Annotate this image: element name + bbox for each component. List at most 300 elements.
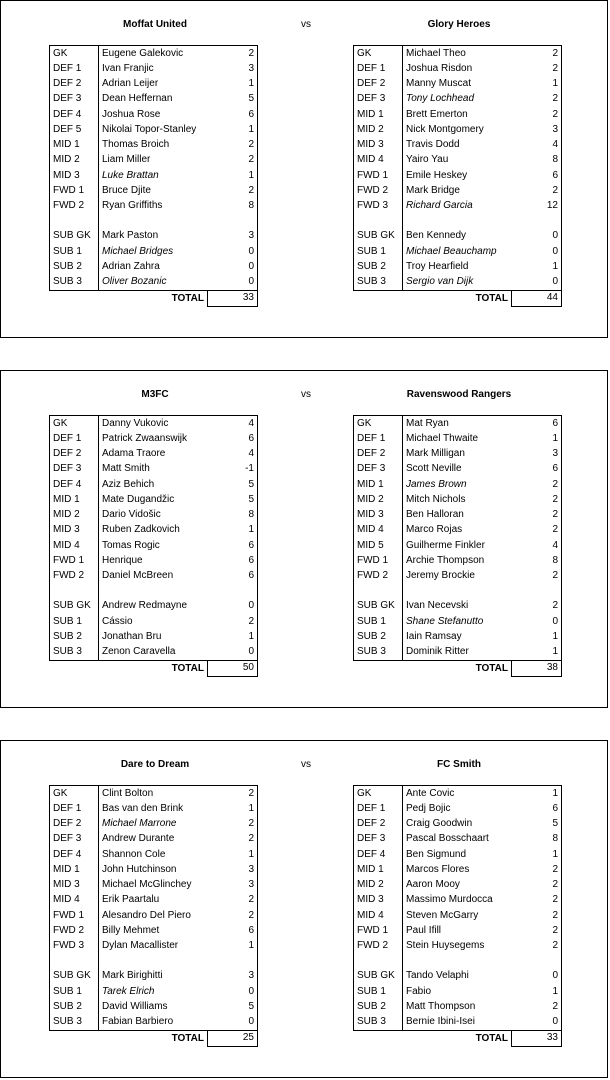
player-name-cell: Henrique (102, 554, 143, 566)
player-name-cell: Shane Stefanutto (406, 615, 484, 627)
player-name-cell: Ben Halloran (406, 509, 464, 521)
position-cell: MID 2 (354, 878, 403, 893)
points-cell: 0 (512, 244, 562, 259)
points-cell: 2 (208, 786, 258, 802)
position-cell: DEF 2 (354, 77, 403, 92)
spacer-cell (99, 954, 208, 969)
points-cell: 3 (208, 862, 258, 877)
points-cell: -1 (208, 462, 258, 477)
position-cell: FWD 2 (354, 569, 403, 584)
spacer-cell (403, 584, 512, 599)
points-cell: 6 (208, 553, 258, 568)
player-row (50, 629, 258, 644)
player-name-cell: Patrick Zwaanswijk (102, 432, 188, 444)
position-cell: FWD 3 (354, 199, 403, 214)
position-cell: MID 4 (354, 523, 403, 538)
position-cell: MID 2 (354, 122, 403, 137)
points-cell: 8 (512, 553, 562, 568)
points-cell: 2 (512, 523, 562, 538)
points-cell: 2 (512, 492, 562, 507)
position-cell: SUB 1 (50, 984, 99, 999)
player-name-cell: Liam Miller (102, 154, 151, 166)
home-lineup-table (49, 785, 258, 1047)
position-cell: DEF 1 (354, 801, 403, 816)
total-row (354, 1030, 562, 1046)
spacer-cell (512, 584, 562, 599)
player-name-cell: Tando Velaphi (406, 970, 469, 982)
player-name-cell: Craig Goodwin (406, 818, 473, 830)
player-row (50, 969, 258, 984)
spacer-row (354, 954, 562, 969)
points-cell: 1 (208, 77, 258, 92)
points-cell: 2 (512, 599, 562, 614)
total-row (50, 660, 258, 676)
points-cell: 2 (512, 999, 562, 1014)
position-cell: MID 3 (354, 138, 403, 153)
player-name-cell: Danny Vukovic (99, 416, 208, 432)
match-panel (0, 0, 608, 338)
player-row (50, 862, 258, 877)
total-value: 50 (208, 660, 258, 676)
position-cell: FWD 2 (50, 199, 99, 214)
player-name-cell: Yairo Yau (406, 154, 449, 166)
match-panel (0, 740, 608, 1078)
player-name-cell: Joshua Risdon (406, 62, 473, 74)
points-cell: 2 (512, 92, 562, 107)
player-name-cell: Eugene Galekovic (99, 46, 208, 62)
player-row (354, 817, 562, 832)
player-name-cell: Daniel McBreen (102, 570, 174, 582)
total-row (354, 290, 562, 306)
player-row (354, 629, 562, 644)
points-cell: 2 (208, 153, 258, 168)
points-cell: 6 (512, 168, 562, 183)
total-value: 38 (512, 660, 562, 676)
position-cell: MID 3 (354, 508, 403, 523)
player-row (354, 614, 562, 629)
player-row (50, 832, 258, 847)
player-row (50, 107, 258, 122)
player-name-cell: Ruben Zadkovich (102, 524, 180, 536)
player-row (50, 153, 258, 168)
points-cell: 2 (512, 107, 562, 122)
position-cell: DEF 2 (354, 447, 403, 462)
position-cell: SUB 3 (354, 1015, 403, 1031)
player-name-cell: Marcos Flores (406, 863, 470, 875)
player-name-cell: Cássio (102, 615, 133, 627)
position-cell: SUB 1 (50, 614, 99, 629)
points-cell: 2 (208, 46, 258, 62)
position-cell: DEF 1 (50, 61, 99, 76)
position-cell: MID 1 (50, 492, 99, 507)
player-row (354, 138, 562, 153)
player-row (50, 462, 258, 477)
position-cell: SUB 1 (50, 244, 99, 259)
position-cell: DEF 3 (354, 462, 403, 477)
spacer-cell (512, 214, 562, 229)
position-cell: FWD 3 (50, 939, 99, 954)
position-cell: MID 1 (354, 107, 403, 122)
player-name-cell: Marco Rojas (406, 524, 463, 536)
spacer-cell (208, 214, 258, 229)
total-value: 25 (208, 1030, 258, 1046)
position-cell: FWD 1 (50, 553, 99, 568)
position-cell: GK (50, 46, 99, 62)
position-cell: GK (354, 786, 403, 802)
points-cell: 4 (512, 538, 562, 553)
points-cell: 0 (208, 259, 258, 274)
player-row (354, 46, 562, 62)
player-row (354, 61, 562, 76)
player-name-cell: Mark Bridge (406, 184, 460, 196)
position-cell: DEF 4 (50, 477, 99, 492)
player-row (354, 275, 562, 291)
player-name-cell: Michael McGlinchey (102, 879, 192, 891)
player-row (354, 416, 562, 432)
position-cell: SUB 3 (354, 275, 403, 291)
points-cell: 5 (512, 817, 562, 832)
player-name-cell: Shannon Cole (102, 848, 166, 860)
player-row (50, 999, 258, 1014)
position-cell: DEF 5 (50, 122, 99, 137)
player-row (50, 569, 258, 584)
points-cell: 2 (208, 614, 258, 629)
points-cell: 1 (208, 168, 258, 183)
player-name-cell: Guilherme Finkler (406, 539, 485, 551)
points-cell: 2 (208, 183, 258, 198)
player-row (50, 786, 258, 802)
player-name-cell: Matt Thompson (406, 1000, 476, 1012)
player-name-cell: Michael Marrone (102, 818, 177, 830)
points-cell: 2 (512, 61, 562, 76)
points-cell: 3 (208, 229, 258, 244)
player-row (50, 492, 258, 507)
position-cell: FWD 1 (354, 553, 403, 568)
position-cell: MID 2 (354, 492, 403, 507)
total-row (354, 660, 562, 676)
player-row (354, 508, 562, 523)
player-row (354, 969, 562, 984)
player-name-cell: Massimo Murdocca (406, 894, 493, 906)
player-name-cell: David Williams (102, 1000, 168, 1012)
points-cell: 2 (208, 138, 258, 153)
player-row (354, 477, 562, 492)
points-cell: 0 (512, 275, 562, 291)
player-name-cell: Stein Huysegems (406, 940, 485, 952)
player-name-cell: Ivan Franjic (102, 62, 154, 74)
points-cell: 2 (208, 893, 258, 908)
player-name-cell: Michael Theo (403, 46, 512, 62)
points-cell: 1 (512, 629, 562, 644)
player-name-cell: Richard Garcia (406, 200, 473, 212)
total-value: 33 (208, 290, 258, 306)
player-name-cell: Iain Ramsay (406, 630, 462, 642)
player-row (354, 832, 562, 847)
player-name-cell: Nick Montgomery (406, 123, 484, 135)
spacer-row (354, 584, 562, 599)
position-cell: SUB 2 (50, 999, 99, 1014)
player-name-cell: Archie Thompson (406, 554, 485, 566)
points-cell: 6 (208, 107, 258, 122)
position-cell: SUB 2 (354, 999, 403, 1014)
player-name-cell: Tony Lochhead (406, 93, 475, 105)
player-row (354, 847, 562, 862)
player-name-cell: Thomas Broich (102, 139, 170, 151)
player-row (50, 553, 258, 568)
points-cell: 12 (512, 199, 562, 214)
total-label: TOTAL (171, 1032, 204, 1044)
player-row (354, 538, 562, 553)
position-cell: FWD 1 (354, 923, 403, 938)
player-name-cell: Emile Heskey (406, 169, 468, 181)
player-row (50, 183, 258, 198)
position-cell: DEF 1 (50, 431, 99, 446)
points-cell: 3 (512, 447, 562, 462)
position-cell: SUB GK (354, 969, 403, 984)
player-row (354, 244, 562, 259)
position-cell: MID 3 (354, 893, 403, 908)
position-cell: DEF 1 (354, 431, 403, 446)
points-cell: 1 (512, 847, 562, 862)
position-cell: MID 3 (50, 523, 99, 538)
player-row (354, 122, 562, 137)
away-lineup-table (353, 415, 562, 677)
vs-label: vs (301, 19, 311, 30)
position-cell: GK (354, 46, 403, 62)
player-name-cell: Billy Mehmet (102, 924, 160, 936)
player-row (50, 259, 258, 274)
points-cell: 2 (512, 878, 562, 893)
player-row (50, 908, 258, 923)
total-label: TOTAL (171, 292, 204, 304)
position-cell: SUB 2 (50, 259, 99, 274)
player-row (354, 199, 562, 214)
player-name-cell: Michael Bridges (102, 245, 174, 257)
player-name-cell: Nikolai Topor-Stanley (102, 123, 197, 135)
position-cell: SUB 3 (50, 1015, 99, 1031)
position-cell: SUB GK (50, 969, 99, 984)
total-spacer (354, 290, 403, 306)
points-cell: 1 (208, 629, 258, 644)
spacer-cell (99, 584, 208, 599)
player-name-cell: Brett Emerton (406, 108, 468, 120)
player-row (50, 645, 258, 661)
player-row (354, 462, 562, 477)
total-value: 33 (512, 1030, 562, 1046)
spacer-cell (354, 214, 403, 229)
home-team-name: M3FC (141, 389, 169, 400)
position-cell: MID 2 (50, 508, 99, 523)
player-name-cell: Andrew Durante (102, 833, 175, 845)
player-row (50, 893, 258, 908)
points-cell: 4 (512, 138, 562, 153)
player-row (50, 477, 258, 492)
player-row (354, 153, 562, 168)
player-name-cell: Mate Dugandžic (102, 493, 175, 505)
player-name-cell: James Brown (406, 478, 467, 490)
points-cell: 0 (512, 229, 562, 244)
vs-label: vs (301, 759, 311, 770)
player-name-cell: Bas van den Brink (102, 802, 184, 814)
player-name-cell: Clint Bolton (99, 786, 208, 802)
player-name-cell: Adrian Zahra (102, 260, 160, 272)
position-cell: DEF 2 (50, 817, 99, 832)
points-cell: 2 (512, 923, 562, 938)
position-cell: DEF 3 (50, 832, 99, 847)
player-row (50, 801, 258, 816)
player-row (50, 614, 258, 629)
player-name-cell: Tarek Elrich (102, 985, 155, 997)
player-name-cell: Ben Kennedy (406, 230, 467, 242)
points-cell: 3 (208, 61, 258, 76)
position-cell: GK (354, 416, 403, 432)
points-cell: 0 (512, 1015, 562, 1031)
player-row (354, 553, 562, 568)
player-row (50, 46, 258, 62)
points-cell: 2 (512, 893, 562, 908)
away-team-name: Glory Heroes (427, 19, 491, 30)
spacer-cell (354, 584, 403, 599)
position-cell: MID 3 (50, 878, 99, 893)
position-cell: SUB 2 (50, 629, 99, 644)
spacer-row (50, 954, 258, 969)
player-row (50, 939, 258, 954)
player-row (50, 984, 258, 999)
position-cell: DEF 4 (354, 847, 403, 862)
player-name-cell: John Hutchinson (102, 863, 177, 875)
points-cell: 3 (512, 122, 562, 137)
player-name-cell: Travis Dodd (406, 139, 460, 151)
player-row (354, 878, 562, 893)
position-cell: DEF 2 (50, 447, 99, 462)
player-name-cell: Troy Hearfield (406, 260, 469, 272)
player-row (354, 599, 562, 614)
player-name-cell: Jonathan Bru (102, 630, 162, 642)
points-cell: 1 (208, 801, 258, 816)
position-cell: MID 4 (50, 538, 99, 553)
player-row (354, 786, 562, 802)
player-name-cell: Dario Vidošic (102, 509, 161, 521)
points-cell: 6 (512, 801, 562, 816)
player-name-cell: Alesandro Del Piero (102, 909, 191, 921)
points-cell: 1 (208, 939, 258, 954)
position-cell: DEF 4 (50, 847, 99, 862)
points-cell: 2 (208, 817, 258, 832)
position-cell: DEF 3 (50, 462, 99, 477)
points-cell: 2 (512, 183, 562, 198)
total-row (50, 1030, 258, 1046)
player-row (50, 431, 258, 446)
total-label: TOTAL (171, 662, 204, 674)
player-name-cell: Ben Sigmund (406, 848, 467, 860)
player-name-cell: Steven McGarry (406, 909, 479, 921)
position-cell: FWD 2 (50, 923, 99, 938)
player-name-cell: Ivan Necevski (406, 600, 469, 612)
total-row (50, 290, 258, 306)
player-row (354, 523, 562, 538)
points-cell: 3 (208, 878, 258, 893)
total-spacer (354, 1030, 403, 1046)
position-cell: FWD 2 (354, 183, 403, 198)
player-name-cell: Dominik Ritter (403, 645, 512, 661)
position-cell: DEF 1 (354, 61, 403, 76)
points-cell: 0 (512, 969, 562, 984)
position-cell: MID 1 (354, 862, 403, 877)
player-row (50, 878, 258, 893)
position-cell: DEF 4 (50, 107, 99, 122)
position-cell: SUB 3 (50, 645, 99, 661)
points-cell: 5 (208, 999, 258, 1014)
position-cell: MID 2 (50, 153, 99, 168)
points-cell: 0 (208, 984, 258, 999)
position-cell: MID 4 (354, 908, 403, 923)
player-row (354, 1015, 562, 1031)
player-row (50, 923, 258, 938)
player-name-cell: Matt Smith (102, 463, 150, 475)
player-name-cell: Mat Ryan (403, 416, 512, 432)
player-row (354, 107, 562, 122)
player-row (354, 168, 562, 183)
total-label: TOTAL (475, 662, 508, 674)
away-team-name: Ravenswood Rangers (406, 389, 512, 400)
player-name-cell: Erik Paartalu (102, 894, 160, 906)
away-lineup-table (353, 45, 562, 307)
total-spacer (50, 290, 99, 306)
points-cell: 5 (208, 92, 258, 107)
player-row (50, 817, 258, 832)
player-name-cell: Bernie Ibini-Isei (403, 1015, 512, 1031)
points-cell: 4 (208, 416, 258, 432)
position-cell: FWD 2 (354, 939, 403, 954)
position-cell: SUB 2 (354, 629, 403, 644)
player-name-cell: Oliver Bozanic (99, 275, 208, 291)
total-spacer (354, 660, 403, 676)
points-cell: 3 (208, 969, 258, 984)
player-row (50, 138, 258, 153)
player-name-cell: Aaron Mooy (406, 879, 460, 891)
spacer-cell (354, 954, 403, 969)
spacer-cell (403, 954, 512, 969)
away-team-name: FC Smith (437, 759, 481, 770)
position-cell: MID 1 (354, 477, 403, 492)
total-value: 44 (512, 290, 562, 306)
player-row (354, 229, 562, 244)
points-cell: 2 (208, 908, 258, 923)
home-lineup-table (49, 45, 258, 307)
player-row (50, 275, 258, 291)
position-cell: MID 4 (50, 893, 99, 908)
player-row (354, 923, 562, 938)
position-cell: DEF 3 (354, 832, 403, 847)
position-cell: SUB 1 (354, 984, 403, 999)
player-name-cell: Fabian Barbiero (99, 1015, 208, 1031)
player-row (354, 645, 562, 661)
player-row (50, 244, 258, 259)
player-row (50, 77, 258, 92)
player-row (50, 847, 258, 862)
player-name-cell: Sergio van Dijk (403, 275, 512, 291)
points-cell: 1 (512, 984, 562, 999)
points-cell: 6 (208, 431, 258, 446)
spacer-row (50, 584, 258, 599)
points-cell: 2 (512, 508, 562, 523)
player-row (50, 538, 258, 553)
player-row (50, 122, 258, 137)
position-cell: MID 5 (354, 538, 403, 553)
points-cell: 2 (512, 477, 562, 492)
position-cell: SUB 3 (50, 275, 99, 291)
player-row (354, 862, 562, 877)
